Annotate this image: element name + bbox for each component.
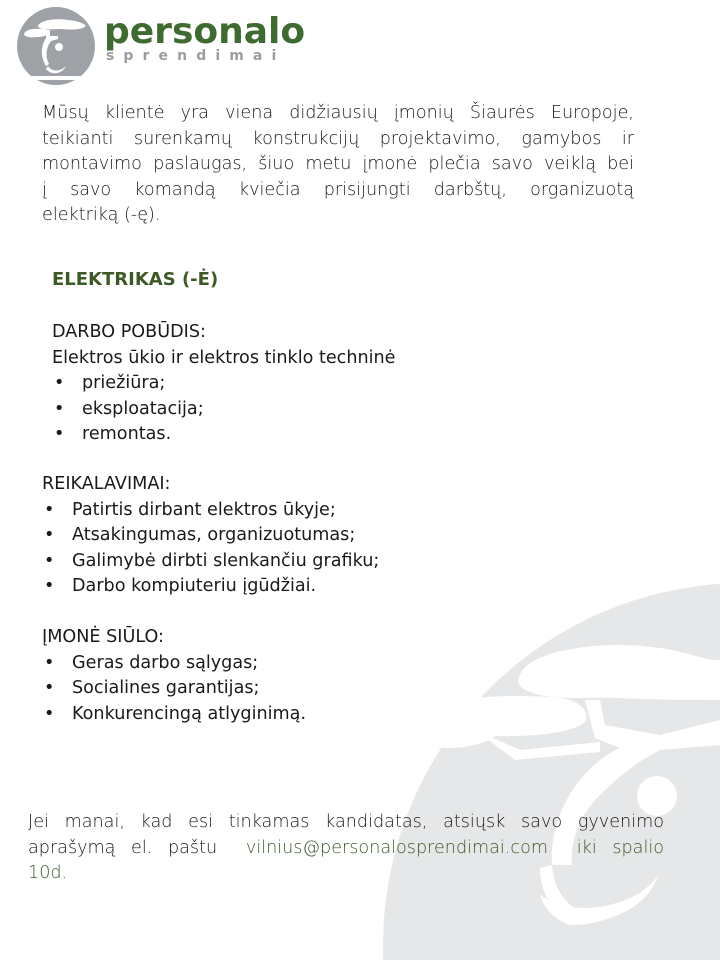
requirement-item <box>42 549 379 575</box>
requirement-text: Darbo kompiuteriu įgūdžiai. <box>72 576 317 596</box>
requirement-item <box>42 574 379 600</box>
offer-section <box>42 625 306 727</box>
requirements-section <box>42 472 379 600</box>
duty-item <box>52 422 396 448</box>
duties-title: DARBO POBŪDIS: <box>52 322 206 342</box>
requirement-text: Atsakingumas, organizuotumas; <box>72 525 356 545</box>
offer-list <box>42 651 306 728</box>
offer-item <box>42 702 306 728</box>
brand-name: personalo <box>104 11 306 52</box>
duty-text: eksploatacija; <box>82 398 204 419</box>
offer-item <box>42 651 306 677</box>
bullet-icon: • <box>44 576 55 596</box>
bullet-icon: • <box>44 499 55 520</box>
bullet-icon: • <box>44 550 55 571</box>
offer-text: Geras darbo sąlygas; <box>72 652 259 673</box>
intro-line: teikianti surenkamų konstrukcijų projektavimo, gamybos ir <box>42 128 634 149</box>
bullet-icon: • <box>44 678 55 698</box>
duties-subtitle: Elektros ūkio ir elektros tinklo techninė <box>52 347 396 368</box>
requirements-title: REIKALAVIMAI: <box>42 474 171 494</box>
bullet-icon: • <box>54 424 65 444</box>
bullet-icon: • <box>44 703 55 724</box>
duty-item <box>52 371 396 397</box>
requirement-text: Galimybė dirbti slenkančiu grafiku; <box>72 550 380 571</box>
intro-line: elektriką (-ę). <box>42 205 161 225</box>
offer-text: Socialines garantijas; <box>72 678 260 698</box>
duties-list <box>52 371 396 448</box>
brand-tagline: sprendimai <box>106 48 286 64</box>
requirement-item <box>42 498 379 524</box>
requirements-list <box>42 498 379 600</box>
bullet-icon: • <box>54 373 65 393</box>
outro-line <box>28 836 664 862</box>
intro-line: į savo komandą kviečia prisijungti darbštų, organizuotą <box>42 179 634 200</box>
intro-paragraph <box>42 101 634 229</box>
offer-item <box>42 676 306 702</box>
requirement-text: Patirtis dirbant elektros ūkyje; <box>72 499 336 520</box>
offer-text: Konkurencingą atlyginimą. <box>72 703 307 724</box>
outro-line: Jei manai, kad esi tinkamas kandidatas, atsiųsk savo gyvenimo <box>28 812 664 832</box>
intro-line: Mūsų klientė yra viena didžiausių įmonių Šiaurės Europoje, <box>42 103 634 123</box>
requirement-item <box>42 523 379 549</box>
bullet-icon: • <box>44 525 55 545</box>
deadline-text: iki spalio <box>576 837 664 858</box>
application-paragraph <box>28 810 664 887</box>
duty-text: remontas. <box>82 424 172 444</box>
bullet-icon: • <box>54 398 65 419</box>
deadline-date: 10d. <box>28 863 68 883</box>
outro-prefix: aprašymą el. paštu <box>28 837 218 858</box>
job-title: ELEKTRIKAS (-Ė) <box>52 269 219 290</box>
duties-section <box>52 320 396 448</box>
duty-text: priežiūra; <box>82 373 166 393</box>
bullet-icon: • <box>44 652 55 673</box>
offer-title: ĮMONĖ SIŪLO: <box>42 627 164 647</box>
intro-line: montavimo paslaugas, šiuo metu įmonė plečia savo veiklą bei <box>42 154 634 174</box>
email-link[interactable]: vilnius@personalosprendimai.com <box>245 837 548 858</box>
duty-item <box>52 397 396 423</box>
